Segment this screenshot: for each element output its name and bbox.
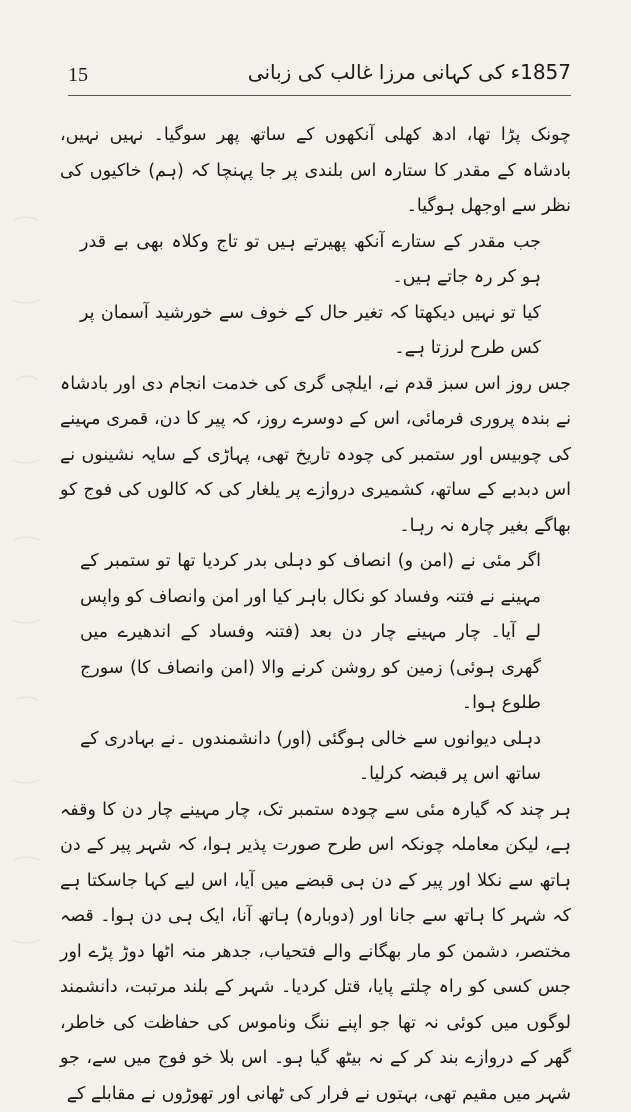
verse-translation-3: اگر مئی نے (امن و) انصاف کو دہلی بدر کردیا تھا تو ستمبر کے مہینے نے فتنہ وفساد کو نکال باہر کیا اور امن وانصاف کو واپس لے آیا۔ چار مہینے چار دن بعد (فتنہ وفساد کے اندھیرے میں گھری ہوئی) زمین کو روشن کرنے والا (امن وانصاف کا) سورج طلوع ہوا۔: [60, 544, 571, 722]
body-text: [60, 118, 571, 1112]
paragraph-1: چونک پڑا تھا، ادھ کھلی آنکھوں کے ساتھ پھر سوگیا۔ نہیں نہیں، بادشاہ کے مقدر کا ستارہ اس بلندی پر جا پہنچا کہ (ہم) خاکیوں کی نظر سے اوجھل ہوگیا۔: [60, 118, 571, 225]
verse-translation-1: جب مقدر کے ستارے آنکھ پھیرتے ہیں تو تاج وکلاہ بھی بے قدر ہو کر رہ جاتے ہیں۔: [60, 225, 571, 296]
paragraph-3: ہر چند کہ گیارہ مئی سے چودہ ستمبر تک، چار مہینے چار دن کا وقفہ ہے، لیکن معاملہ چونکہ اس طرح صورت پذیر ہوا، کہ شہر پیر کے دن ہاتھ سے نکلا اور پیر کے دن ہی قبضے میں آیا، اس لیے کہا جاسکتا ہے کہ شہر کا ہاتھ سے جانا اور (دوبارہ) ہاتھ آنا، ایک ہی دن ہوا۔ قصہ مختصر، دشمن کو مار بھگانے والے فتحیاب، جدھر منہ اٹھا دوڑ پڑے اور جس کسی کو راہ چلتے پایا، قتل کردیا۔ شہر کے بلند مرتبت، دانشمند لوگوں میں کوئی نہ تھا جو اپنے ننگ وناموس کی حفاظت کی خاطر، گھر کے دروازے بند کر کے نہ بیٹھ گیا ہو۔ اس بلا خو فوج میں سے، جو شہر میں مقیم تھی، بہتوں نے فرار کی ٹھانی اور تھوڑوں نے مقابلے کے: [60, 793, 571, 1112]
running-title: 1857ء کی کہانی مرزا غالب کی زبانی: [248, 60, 571, 84]
verse-translation-2: کیا تو نہیں دیکھتا کہ تغیر حال کے خوف سے خورشید آسمان پر کس طرح لرزتا ہے۔: [60, 296, 571, 367]
header-rule: [68, 95, 571, 96]
page-number: 15: [68, 64, 88, 87]
paragraph-2: جس روز اس سبز قدم نے، ایلچی گری کی خدمت انجام دی اور بادشاہ نے بندہ پروری فرمائی، اس کے دوسرے روز، کہ پیر کا دن، قمری مہینے کی چوبیس اور ستمبر کی چودہ تاریخ تھی، پہاڑی کے سایہ نشینوں نے اس دبدبے کے ساتھ، کشمیری دروازے پر یلغار کی کہ کالوں کی فوج کو بھاگے بغیر چارہ نہ رہا۔: [60, 367, 571, 545]
bleed-through-marks: [8, 210, 48, 1030]
verse-translation-4: دہلی دیوانوں سے خالی ہوگئی (اور) دانشمندوں ۔نے بہادری کے ساتھ اس پر قبضہ کرلیا۔: [60, 722, 571, 793]
